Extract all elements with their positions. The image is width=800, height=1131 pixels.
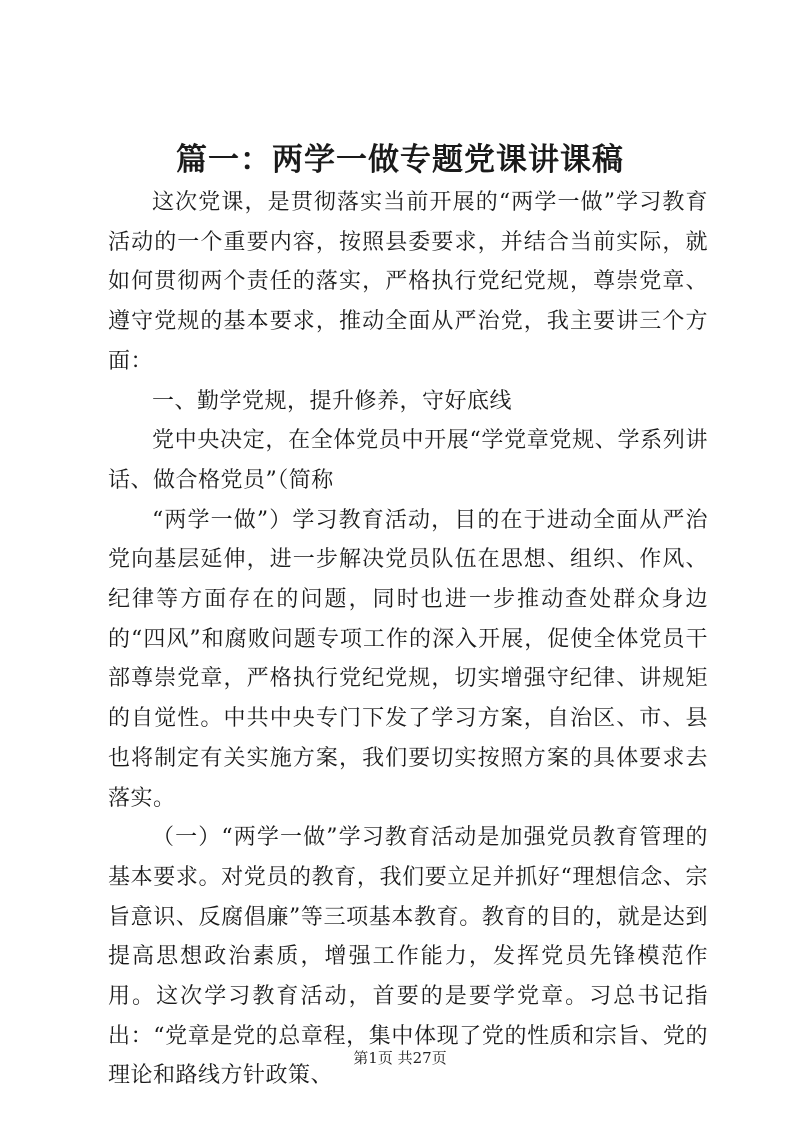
page-number-footer: 第1页 共27页 <box>353 1049 447 1067</box>
paragraph-subsection-1: （一）“两学一做”学习教育活动是加强党员教育管理的基本要求。对党员的教育，我们要立足并抓好“理想信念、宗旨意识、反腐倡廉”等三项基本教育。教育的目的，就是达到提高思想政治素质，增强工作能力，发挥党员先锋模范作用。这次学习教育活动，首要的是要学党章。习总书记指出：“党章是党的总章程，集中体现了党的性质和宗旨、党的理论和路线方针政策、 <box>108 825 708 1089</box>
section-heading-1: 一、勤学党规，提升修养，守好底线 <box>152 388 513 414</box>
paragraph-purpose: “两学一做”）学习教育活动，目的在于进动全面从严治党向基层延伸，进一步解决党员队伍在思想、组织、作风、纪律等方面存在的问题，同时也进一步推动查处群众身边的“四风”和腐败问题专项工作的深入开展，促使全体党员干部尊崇党章，严格执行党纪党规，切实增强守纪律、讲规矩的自觉性。中共中央专门下发了学习方案，自治区、市、县也将制定有关实施方案，我们要切实按照方案的具体要求去落实。 <box>108 507 708 811</box>
document-title: 篇一：两学一做专题党课讲课稿 <box>176 142 624 178</box>
paragraph-intro: 这次党课，是贯彻落实当前开展的“两学一做”学习教育活动的一个重要内容，按照县委要求，并结合当前实际，就如何贯彻两个责任的落实，严格执行党纪党规，尊崇党章、遵守党规的基本要求，推动全面从严治党，我主要讲三个方面： <box>108 190 708 374</box>
paragraph-decision: 党中央决定，在全体党员中开展“学党章党规、学系列讲话、做合格党员”（简称 <box>108 428 708 493</box>
document-body <box>108 183 708 1096</box>
